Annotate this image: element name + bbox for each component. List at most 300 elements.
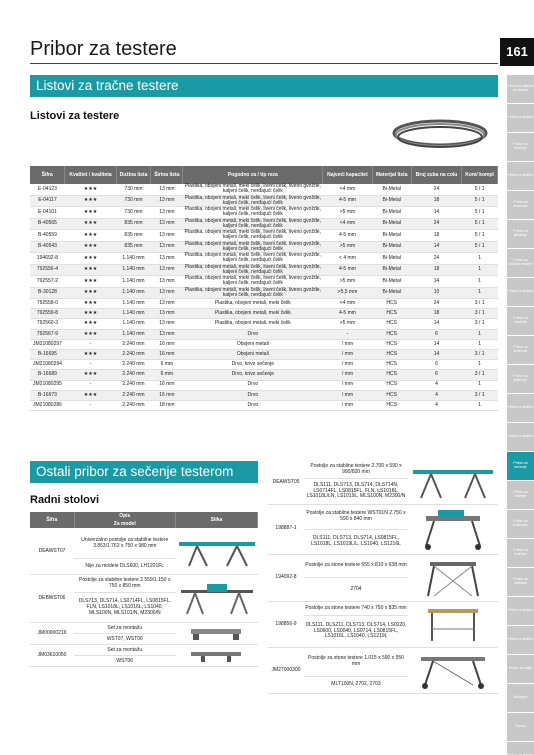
- table-cell: 5 / 1: [462, 195, 498, 207]
- table-cell: E-04123: [30, 184, 65, 195]
- side-tab[interactable]: Pribor za testere: [507, 626, 534, 654]
- product-model: DLS111, DLS211, DLS713, DLS714, LS0220, LS0600, LS0040, LS0714, LS0815FL, LS1016L, LS1040, LS1219L: [304, 616, 408, 648]
- product-desc: Postolje za stabilne testere WST01N 2.750 x 590 x 840 mm: [304, 504, 408, 529]
- table-cell: 5 / 1: [462, 218, 498, 230]
- table-row: [30, 287, 498, 299]
- product-code: 194092-8: [268, 554, 304, 602]
- table-cell: Drvo: [183, 400, 323, 410]
- col-header: Šifra: [30, 166, 65, 184]
- table-cell: 13 mm: [151, 287, 183, 299]
- table-cell: HCS: [372, 299, 411, 309]
- table-cell: 4: [411, 380, 461, 390]
- col-header: Materijal lista: [372, 166, 411, 184]
- table-row: [30, 241, 498, 253]
- table-cell: Plastika, obojeni metali, meki čelik, liveni čelik, liveno gvožđe, kaljeni čelik, nerđajući čelik: [184, 194, 321, 206]
- table-cell: 5 / 1: [462, 230, 498, 242]
- col-header: Dužina lista: [116, 166, 151, 184]
- product-model: MLT100N, 2702, 2703: [304, 676, 408, 693]
- stand-image: [408, 554, 498, 602]
- table-cell: HCS: [372, 349, 411, 359]
- quality-stars: ★★★: [65, 370, 116, 380]
- table-cell: HCS: [372, 400, 411, 410]
- table-cell: / mm: [323, 390, 372, 400]
- side-tab[interactable]: Pribor za glodanje: [507, 220, 534, 248]
- table-cell: 14: [411, 349, 461, 359]
- table-cell: 13 mm: [151, 207, 183, 219]
- product-code: JM27000300: [268, 648, 304, 694]
- quality-stars: -: [65, 400, 116, 410]
- table-cell: 2.240 mm: [116, 380, 151, 390]
- table-cell: 2.240 mm: [116, 400, 151, 410]
- table-cell: 14: [411, 207, 461, 219]
- table-cell: Plastika, obojeni metali, meki čelik, liveni čelik, liveno gvožđe, kaljeni čelik, nerđajući čelik: [184, 229, 321, 241]
- table-cell: Bi-Metal: [372, 207, 411, 219]
- table-row: [30, 360, 498, 370]
- stand-image: [176, 528, 258, 574]
- table-cell: 24: [411, 253, 461, 265]
- table-cell: 1: [462, 264, 498, 276]
- product-desc: Postolje za stone testere 1.015 x 590 x 550 mm: [304, 648, 408, 677]
- table-cell: 18: [411, 264, 461, 276]
- product-code: 198887-1: [268, 504, 304, 554]
- table-cell: JM21080294: [30, 360, 65, 370]
- stand-image: [408, 602, 498, 648]
- product-code: DEAWST07: [30, 528, 74, 574]
- table-cell: 18 mm: [151, 400, 183, 410]
- product-desc: Univerzalno postolje za stabilne testere 3.853/1.763 x 750 x 980 mm: [74, 528, 176, 558]
- side-tab[interactable]: Pribor za poliranje: [507, 365, 534, 393]
- table-cell: Plastika, obojeni metali, meki čelik, liveni čelik, liveno gvožđe, kaljeni čelik, nerđajući čelik: [184, 252, 321, 264]
- side-tab[interactable]: Pribor za stolarsku: [507, 191, 534, 219]
- table-cell: E-04117: [30, 195, 65, 207]
- table-cell: 13 mm: [151, 253, 183, 265]
- table-row: [30, 349, 498, 359]
- side-tab[interactable]: Rezervni diskovi za testere: [507, 75, 534, 103]
- table-cell: 1: [462, 360, 498, 370]
- table-row: [30, 329, 498, 339]
- table-cell: 13 mm: [151, 319, 183, 329]
- col-header-model: Za model: [74, 520, 176, 528]
- table-cell: 13 mm: [151, 309, 183, 319]
- blades-table: [30, 166, 498, 411]
- table-cell: 18: [411, 195, 461, 207]
- table-cell: / mm: [323, 400, 372, 410]
- table-cell: 1: [462, 329, 498, 339]
- table-cell: 1.140 mm: [116, 329, 151, 339]
- quality-stars: ★★★: [65, 287, 116, 299]
- table-cell: 1.140 mm: [116, 309, 151, 319]
- table-cell: 13 mm: [151, 241, 183, 253]
- table-cell: 18: [411, 230, 461, 242]
- table-cell: <4 mm: [323, 299, 372, 309]
- table-cell: JM21080297: [30, 339, 65, 349]
- table-cell: 13 mm: [151, 218, 183, 230]
- mounting-set-image: [176, 622, 258, 644]
- product-model: DLS111, DLS713, DLS714, LS0815FL, LS1018L, LS1019L/L, LS1040, LS1216L: [304, 529, 408, 554]
- side-tab[interactable]: Razno: [507, 713, 534, 741]
- quality-stars: ★★★: [65, 230, 116, 242]
- table-cell: Bi-Metal: [372, 230, 411, 242]
- table-cell: JM21080286: [30, 400, 65, 410]
- table-cell: HCS: [372, 329, 411, 339]
- table-cell: JM21080295: [30, 380, 65, 390]
- product-model: WST07, WST06: [74, 633, 176, 644]
- section-bar-blades: Listovi za tračne testere: [30, 75, 498, 97]
- table-cell: Plastika, obojeni metali, meki čelik, liveni čelik, liveno gvožđe, kaljeni čelik, nerđajući čelik: [184, 275, 321, 287]
- table-cell: Bi-Metal: [372, 218, 411, 230]
- table-row: [30, 218, 498, 230]
- table-row: [268, 648, 498, 677]
- table-cell: 4-5 mm: [323, 264, 372, 276]
- table-cell: 3 / 1: [462, 349, 498, 359]
- table-cell: 13 mm: [151, 184, 183, 195]
- table-cell: B-40543: [30, 241, 65, 253]
- table-row: [30, 622, 258, 633]
- table-cell: 16 mm: [151, 349, 183, 359]
- table-cell: 13 mm: [151, 276, 183, 288]
- table-cell: Drvo, krivo sečenje: [183, 370, 323, 380]
- quality-stars: ★★★: [65, 207, 116, 219]
- product-model: 2704: [304, 578, 408, 602]
- table-cell: 792558-0: [30, 299, 65, 309]
- table-cell: Bi-Metal: [372, 276, 411, 288]
- product-desc: Set za montažu: [74, 644, 176, 655]
- table-cell: HCS: [372, 370, 411, 380]
- table-cell: 14: [411, 339, 461, 349]
- table-cell: 13 mm: [151, 230, 183, 242]
- table-cell: 792559-8: [30, 309, 65, 319]
- table-cell: 730 mm: [116, 184, 151, 195]
- page-number: 161: [500, 38, 534, 66]
- product-desc: Postolje za stabilne testere 2.700 x 590 x 990/820 mm: [304, 461, 408, 479]
- table-cell: B-16689: [30, 370, 65, 380]
- table-cell: Plastika, obojeni metali, meki čelik, liveni čelik, liveno gvožđe, kaljeni čelik, nerđajući čelik: [184, 206, 321, 218]
- table-cell: 16 mm: [151, 339, 183, 349]
- table-row: [30, 230, 498, 242]
- table-row: [30, 309, 498, 319]
- table-cell: < 4 mm: [323, 253, 372, 265]
- table-cell: 730 mm: [116, 207, 151, 219]
- table-cell: 16 mm: [151, 390, 183, 400]
- table-cell: 792567-9: [30, 329, 65, 339]
- table-cell: 3 / 1: [462, 299, 498, 309]
- table-row: [30, 184, 498, 195]
- quality-stars: ★★★: [65, 264, 116, 276]
- table-cell: 6 mm: [151, 360, 183, 370]
- table-cell: 4: [411, 400, 461, 410]
- table-cell: Bi-Metal: [372, 195, 411, 207]
- table-row: [268, 554, 498, 578]
- table-cell: 730 mm: [116, 195, 151, 207]
- table-row: [268, 602, 498, 616]
- table-cell: 5 / 1: [462, 184, 498, 195]
- table-cell: 792560-3: [30, 319, 65, 329]
- table-cell: 24: [411, 299, 461, 309]
- table-cell: 24: [411, 218, 461, 230]
- side-tab[interactable]: Pribor za alate: [507, 655, 534, 683]
- table-cell: / mm: [323, 380, 372, 390]
- table-cell: Plastika, obojeni metali, meki čelik: [183, 319, 323, 329]
- table-cell: B-30128: [30, 287, 65, 299]
- table-cell: 1: [462, 253, 498, 265]
- col-header-desc: Opis: [74, 512, 176, 520]
- side-nav-tabs: [507, 75, 534, 755]
- side-tab[interactable]: Pribor za mešanje: [507, 568, 534, 596]
- table-cell: HCS: [372, 309, 411, 319]
- table-row: [30, 400, 498, 410]
- table-cell: 1: [462, 339, 498, 349]
- col-header-image: Slika: [176, 512, 258, 528]
- side-tab[interactable]: Pribor za baterije: [507, 481, 534, 509]
- table-row: [30, 644, 258, 655]
- page-title-rule: [30, 63, 498, 64]
- table-cell: 6 mm: [151, 370, 183, 380]
- table-cell: Bi-Metal: [372, 253, 411, 265]
- product-desc: Postolje za stone testere 740 x 750 x 835 mm: [304, 602, 408, 616]
- table-cell: 2.240 mm: [116, 349, 151, 359]
- side-tab[interactable]: Bubnjevi: [507, 684, 534, 712]
- table-cell: 3 / 1: [462, 319, 498, 329]
- table-cell: Obojeni metali: [183, 339, 323, 349]
- band-saw-blade-image: [390, 110, 490, 156]
- quality-stars: ★★★: [65, 218, 116, 230]
- table-cell: Plastika, obojeni metali, meki čelik, liveni čelik, liveno gvožđe, kaljeni čelik, nerđajući čelik: [184, 240, 321, 252]
- table-cell: 1: [462, 380, 498, 390]
- table-row: [30, 574, 258, 592]
- side-tab[interactable]: Pribor za testere: [507, 423, 534, 451]
- product-code: DEBWST06: [30, 574, 74, 622]
- table-cell: 5 / 1: [462, 241, 498, 253]
- table-row: [30, 276, 498, 288]
- table-cell: 835 mm: [116, 230, 151, 242]
- table-cell: 194692-8: [30, 253, 65, 265]
- table-cell: 1.140 mm: [116, 319, 151, 329]
- table-cell: / mm: [323, 339, 372, 349]
- product-desc: Postolje za stone testere 655 x 810 x 638 mm: [304, 554, 408, 578]
- side-tab[interactable]: Pribor za testere: [507, 597, 534, 625]
- table-cell: 18: [411, 309, 461, 319]
- table-row: [30, 207, 498, 219]
- col-header-code: Šifra: [30, 512, 74, 528]
- table-cell: 4-5 mm: [323, 195, 372, 207]
- table-cell: Bi-Metal: [372, 287, 411, 299]
- col-header: Širina lista: [151, 166, 183, 184]
- table-cell: 6: [411, 370, 461, 380]
- table-cell: 2.240 mm: [116, 360, 151, 370]
- table-cell: >5 mm: [323, 319, 372, 329]
- side-tab[interactable]: Pribor za ubodne testere: [507, 249, 534, 277]
- table-cell: Drvo: [183, 390, 323, 400]
- table-cell: HCS: [372, 339, 411, 349]
- product-model: Nije za modele DLS600, LH1201FL: [74, 558, 176, 574]
- table-cell: 1.140 mm: [116, 276, 151, 288]
- table-cell: 835 mm: [116, 241, 151, 253]
- side-tab[interactable]: Pribor za sečenje: [507, 452, 534, 480]
- table-cell: Drvo, krivo sečenje: [183, 360, 323, 370]
- table-cell: B-16695: [30, 349, 65, 359]
- table-cell: / mm: [323, 370, 372, 380]
- table-cell: 1: [462, 287, 498, 299]
- col-header: Najveći kapacitet: [323, 166, 372, 184]
- table-cell: E-04101: [30, 207, 65, 219]
- table-cell: 835 mm: [116, 218, 151, 230]
- table-cell: 16 mm: [151, 380, 183, 390]
- quality-stars: ★★★: [65, 349, 116, 359]
- product-desc: Set za montažu: [74, 622, 176, 633]
- side-tab[interactable]: Pribor za bušilice: [507, 539, 534, 567]
- side-tab[interactable]: Pribor za brušenje: [507, 336, 534, 364]
- product-code: 198856-9: [268, 602, 304, 648]
- side-tab[interactable]: Pribor za testere: [507, 394, 534, 422]
- stand-image: [408, 648, 498, 694]
- table-cell: / mm: [323, 360, 372, 370]
- product-model: DLS713, DLS714, LS0714FL, LS0815FL, FLN, LS1018L, LS1016L, LS1040, MLS100N, MLS101/N, M2300/N: [74, 592, 176, 622]
- table-cell: 6: [411, 329, 461, 339]
- table-cell: HCS: [372, 380, 411, 390]
- table-cell: 13 mm: [151, 329, 183, 339]
- table-cell: <4 mm: [323, 218, 372, 230]
- subtitle-blades: Listovi za testere: [30, 110, 120, 122]
- product-code: JM00000219: [30, 622, 74, 644]
- table-cell: B-40565: [30, 218, 65, 230]
- side-tab[interactable]: Pribor za usisivače: [507, 510, 534, 538]
- table-cell: 4: [411, 390, 461, 400]
- side-tab[interactable]: Pribor za testere: [507, 162, 534, 190]
- table-row: [30, 390, 498, 400]
- col-header: Pogodno za / tip reza: [183, 166, 323, 184]
- subtitle-workstands: Radni stolovi: [30, 494, 100, 506]
- table-cell: Bi-Metal: [372, 184, 411, 195]
- col-header: Broj zuba na colu: [411, 166, 461, 184]
- quality-stars: -: [65, 380, 116, 390]
- table-cell: HCS: [372, 319, 411, 329]
- product-model: DLS111, DLS713, DLS714, DLS714N, LS0714FL, LS0815FL, FLN, LS1018L, LS1018L/LN, LS1019L, MLS100N, M2300/N: [304, 479, 408, 505]
- product-desc: Postolje za stabilne testere 2.559/1.150 x 750 x 850 mm: [74, 574, 176, 592]
- table-cell: -: [323, 329, 372, 339]
- table-row: [30, 195, 498, 207]
- side-tab[interactable]: Pribor za testere: [507, 742, 534, 755]
- table-cell: B-16673: [30, 390, 65, 400]
- stand-image: [176, 574, 258, 622]
- table-cell: 14: [411, 241, 461, 253]
- quality-stars: -: [65, 360, 116, 370]
- table-cell: B-40559: [30, 230, 65, 242]
- table-cell: 1.140 mm: [116, 287, 151, 299]
- quality-stars: ★★★: [65, 276, 116, 288]
- quality-stars: -: [65, 339, 116, 349]
- table-cell: 2.240 mm: [116, 370, 151, 380]
- quality-stars: ★★★: [65, 390, 116, 400]
- table-cell: Plastika, obojeni metali, meki čelik, liveni čelik, liveno gvožđe, kaljeni čelik, nerđajući čelik: [184, 286, 321, 298]
- table-cell: 6: [411, 360, 461, 370]
- table-row: [30, 299, 498, 309]
- table-cell: 1.140 mm: [116, 299, 151, 309]
- side-tab[interactable]: Pribor za testere: [507, 278, 534, 306]
- table-cell: 14: [411, 276, 461, 288]
- table-row: [268, 504, 498, 529]
- table-cell: >5 mm: [323, 241, 372, 253]
- table-cell: 1: [462, 400, 498, 410]
- stands-table-right: [268, 461, 498, 694]
- table-cell: 3 / 1: [462, 309, 498, 319]
- table-cell: 2.240 mm: [116, 339, 151, 349]
- table-cell: 4-5 mm: [323, 230, 372, 242]
- section-bar-other: Ostali pribor za sečenje testerom: [30, 461, 258, 483]
- table-row: [30, 264, 498, 276]
- side-tab[interactable]: Pribor za bušenje: [507, 133, 534, 161]
- quality-stars: ★★★: [65, 319, 116, 329]
- side-tab[interactable]: Pribor za čišćenje: [507, 307, 534, 335]
- table-cell: Plastika, obojeni metali, meki čelik, liveni čelik, liveno gvožđe, kaljeni čelik, nerđajući čelik: [184, 217, 321, 229]
- table-cell: Bi-Metal: [372, 264, 411, 276]
- table-cell: 4-5 mm: [323, 309, 372, 319]
- table-cell: HCS: [372, 360, 411, 370]
- quality-stars: ★★★: [65, 241, 116, 253]
- mounting-set-image: [176, 644, 258, 666]
- table-cell: Plastika, obojeni metali, meki čelik: [183, 309, 323, 319]
- table-row: [30, 528, 258, 558]
- table-row: [30, 319, 498, 329]
- product-code: JM03610050: [30, 644, 74, 666]
- table-cell: 3 / 1: [462, 370, 498, 380]
- stand-image: [408, 504, 498, 554]
- quality-stars: ★★★: [65, 195, 116, 207]
- col-header: Kom/ kompl: [462, 166, 498, 184]
- table-cell: 2.240 mm: [116, 390, 151, 400]
- table-cell: Drvo: [183, 329, 323, 339]
- table-cell: >5 mm: [323, 276, 372, 288]
- page-title: Pribor za testere: [30, 38, 177, 60]
- table-cell: Obojeni metali: [183, 349, 323, 359]
- table-cell: Plastika, obojeni metali, meki čelik, liveni čelik, liveno gvožđe, kaljeni čelik, nerđajući čelik: [184, 183, 321, 195]
- workstands-table: [30, 512, 258, 667]
- table-cell: 1.140 mm: [116, 253, 151, 265]
- table-cell: 24: [411, 184, 461, 195]
- table-cell: Drvo: [183, 380, 323, 390]
- table-cell: 792557-2: [30, 276, 65, 288]
- table-cell: 10: [411, 287, 461, 299]
- table-row: [30, 339, 498, 349]
- table-cell: / mm: [323, 349, 372, 359]
- table-cell: Plastika, obojeni metali, meki čelik: [183, 299, 323, 309]
- table-cell: >5 mm: [323, 207, 372, 219]
- table-row: [30, 380, 498, 390]
- quality-stars: ★★★: [65, 329, 116, 339]
- product-model: WST06: [74, 655, 176, 666]
- table-row: [30, 253, 498, 265]
- table-cell: Plastika, obojeni metali, meki čelik, liveni čelik, liveno gvožđe, kaljeni čelik, nerđajući čelik: [184, 263, 321, 275]
- table-cell: 13 mm: [151, 264, 183, 276]
- table-row: [30, 370, 498, 380]
- product-code: DEAWST05: [268, 461, 304, 504]
- col-header: Kvalitet / kvaliteta: [65, 166, 116, 184]
- table-cell: >5,5 mm: [323, 287, 372, 299]
- stand-image: [408, 461, 498, 504]
- table-cell: 14: [411, 319, 461, 329]
- table-cell: <4 mm: [323, 184, 372, 195]
- quality-stars: ★★★: [65, 253, 116, 265]
- quality-stars: ★★★: [65, 299, 116, 309]
- table-cell: 792556-4: [30, 264, 65, 276]
- table-cell: Bi-Metal: [372, 241, 411, 253]
- table-cell: 3 / 1: [462, 390, 498, 400]
- quality-stars: ★★★: [65, 184, 116, 195]
- table-row: [268, 461, 498, 479]
- side-tab[interactable]: Pribor za testere: [507, 104, 534, 132]
- table-cell: 1: [462, 276, 498, 288]
- table-cell: HCS: [372, 390, 411, 400]
- table-cell: 13 mm: [151, 299, 183, 309]
